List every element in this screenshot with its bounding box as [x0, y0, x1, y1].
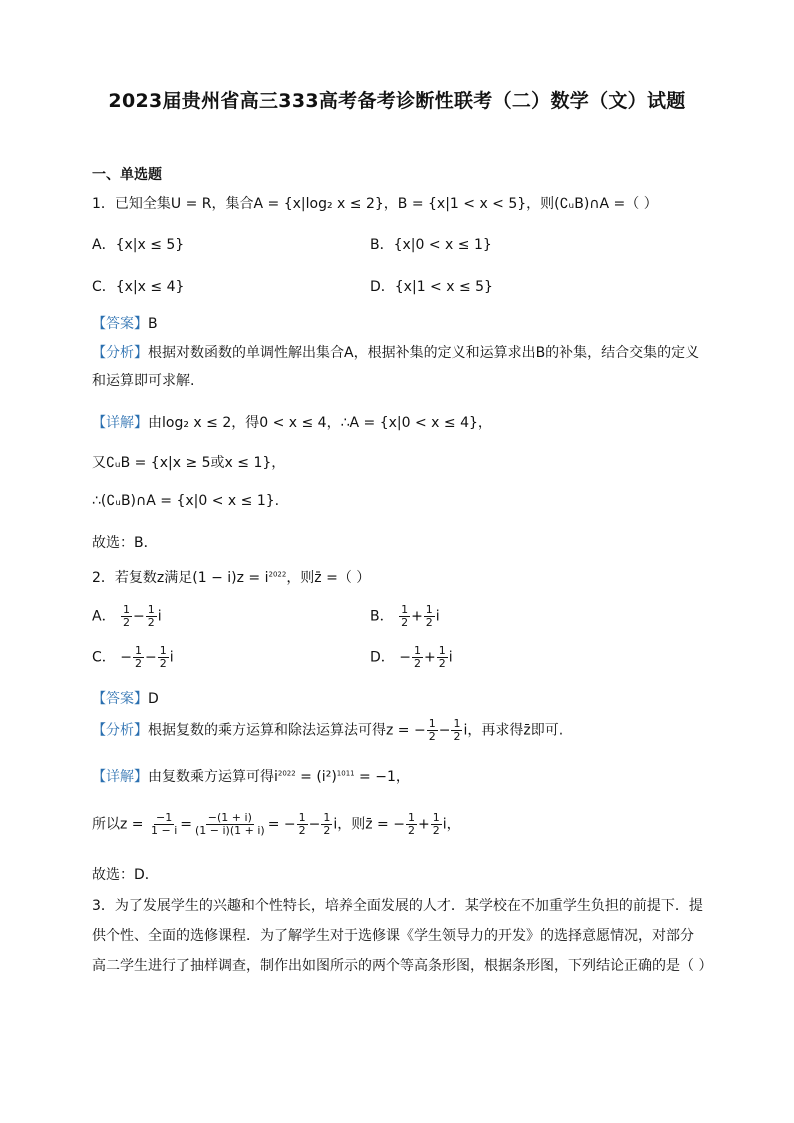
imaginary-unit: i: [333, 816, 338, 833]
q2-detail-line-1: [92, 766, 410, 786]
fraction-denominator: 2: [407, 824, 415, 837]
fraction-denominator: 2: [413, 657, 421, 670]
fraction-denominator: 2: [123, 616, 131, 629]
q2-option-c: C． − $\frac{1}{2}$ − $\frac{1}{2}$ i: [92, 644, 174, 670]
fraction: [406, 812, 417, 837]
q2-analysis-pre: 根据复数的乘方运算和除法运算法可得z = −: [148, 722, 426, 739]
fraction-numerator: 1: [147, 603, 155, 616]
fraction: [158, 645, 169, 670]
q1-option-c: C．{x|x ≤ 4}: [92, 279, 185, 295]
q2-detail-1-exponent: 2022: [277, 769, 296, 778]
q2-option-b: B． $\frac{1}{2}$ + $\frac{1}{2}$ i: [370, 603, 440, 629]
analysis-tag: 【分析】: [92, 345, 148, 361]
q2-analysis-post: ，再求得z̄即可.: [467, 722, 564, 739]
q2-detail-1-pre: 由复数乘方运算可得i: [148, 769, 278, 785]
fraction-numerator: 1: [159, 644, 167, 657]
fraction-numerator: 1: [453, 717, 461, 730]
q2-stem-post: ，则z̄ =（ ）: [286, 570, 371, 586]
q1-detail-text-1: 由log₂ x ≤ 2，得0 < x ≤ 4，∴A = {x|0 < x ≤ 4}，: [148, 415, 492, 431]
fraction-numerator: 1: [432, 811, 440, 824]
q2-answer-line: [92, 688, 159, 708]
fraction-numerator: 1: [425, 603, 433, 616]
detail-tag: 【详解】: [92, 769, 148, 785]
fraction-numerator: 1: [407, 811, 415, 824]
fraction-denominator: 2: [425, 616, 433, 629]
q1-detail-line-2: 又∁ᵤB = {x|x ≥ 5或x ≤ 1}，: [92, 455, 286, 471]
fraction-denominator: 2: [453, 730, 461, 743]
fraction-numerator: 1: [401, 603, 409, 616]
fraction: [437, 645, 448, 670]
q2-option-d: D． − $\frac{1}{2}$ + $\frac{1}{2}$ i: [370, 644, 453, 670]
fraction: [193, 812, 267, 837]
q2-stem: [92, 567, 370, 587]
fraction-numerator: 1: [438, 644, 446, 657]
q2-option-c-label: C．: [92, 649, 116, 666]
q2-detail-1-post: = −1，: [354, 769, 410, 785]
fraction: [321, 812, 332, 837]
imaginary-unit: i: [463, 722, 468, 739]
fraction-denominator: 2: [401, 616, 409, 629]
fraction-numerator: 1: [123, 603, 131, 616]
q1-analysis: [92, 339, 707, 395]
imaginary-unit: i: [442, 816, 447, 833]
fraction: [451, 718, 462, 743]
fraction-numerator: −(1 + i): [207, 811, 252, 824]
analysis-tag: 【分析】: [92, 722, 148, 739]
q1-stem: 1．已知全集U = R，集合A = {x|log₂ x ≤ 2}，B = {x|1 < x < 5}，则(∁ᵤB)∩A =（ ）: [92, 196, 658, 212]
fraction: [431, 812, 442, 837]
q1-detail-line-3: ∴(∁ᵤB)∩A = {x|0 < x ≤ 1}.: [92, 493, 280, 509]
q2-detail-2-post: ，则z̄ = −: [337, 816, 405, 833]
fraction-numerator: 1: [298, 811, 306, 824]
fraction-denominator: 2: [438, 657, 446, 670]
fraction-denominator: 2: [323, 824, 331, 837]
q2-detail-1-mid: = (i²): [295, 769, 337, 785]
q2-answer: D: [148, 691, 159, 707]
imaginary-unit: i: [169, 649, 174, 666]
fraction-denominator: 2: [428, 730, 436, 743]
fraction: [133, 645, 144, 670]
section-heading: 一、单选题: [92, 167, 162, 183]
q1-answer-line: [92, 313, 158, 333]
q1-analysis-text: 根据对数函数的单调性解出集合A，根据补集的定义和运算求出B的补集，结合交集的定义和运算即可求解.: [92, 345, 700, 389]
page-title: 2023届贵州省高三333高考备考诊断性联考（二）数学（文）试题: [108, 90, 686, 112]
fraction: [412, 645, 423, 670]
fraction-denominator: 2: [432, 824, 440, 837]
fraction: [146, 604, 157, 629]
fraction: [399, 604, 410, 629]
q1-option-d: D．{x|1 < x ≤ 5}: [370, 279, 493, 295]
q2-detail-1-exponent-2: 1011: [336, 769, 355, 778]
q2-option-a-label: A．: [92, 608, 116, 625]
q1-detail-line-1: [92, 412, 492, 432]
fraction: [149, 812, 179, 837]
q2-stem-pre: 2．若复数z满足(1 − i)z = i: [92, 570, 269, 586]
fraction-denominator: (1 − i)(1 + i): [194, 824, 265, 837]
q2-option-b-label: B．: [370, 608, 394, 625]
q1-option-b: B．{x|0 < x ≤ 1}: [370, 237, 492, 253]
q1-answer: B: [148, 316, 158, 332]
q2-option-d-label: D．: [370, 649, 395, 666]
fraction-denominator: 2: [147, 616, 155, 629]
q1-choose: 故选：B．: [92, 535, 158, 551]
fraction: [424, 604, 435, 629]
imaginary-unit: i: [448, 649, 453, 666]
fraction-denominator: 2: [298, 824, 306, 837]
q2-choose: 故选：D．: [92, 867, 159, 883]
fraction-numerator: 1: [428, 717, 436, 730]
fraction: [121, 604, 132, 629]
imaginary-unit: i: [157, 608, 162, 625]
fraction-numerator: 1: [134, 644, 142, 657]
fraction-denominator: 2: [134, 657, 142, 670]
answer-tag: 【答案】: [92, 316, 148, 332]
fraction-numerator: 1: [323, 811, 331, 824]
q3-stem: 3．为了发展学生的兴趣和个性特长，培养全面发展的人才．某学校在不加重学生负担的前提下．提供个性、全面的选修课程．为了解学生对于选修课《学生领导力的开发》的选择意愿情况，对部分高二学生进行了抽样调查，制作出如图所示的两个等高条形图，根据条形图，下列结论正确的是（ ）: [92, 898, 713, 974]
q2-detail-2-pre: 所以z =: [92, 816, 144, 833]
imaginary-unit: i: [435, 608, 440, 625]
fraction-denominator: 2: [159, 657, 167, 670]
q2-detail-line-2: 所以z = $\frac{-1}{1 - i}$ = $\frac{-(1 + i)}{(1 - i)(1 + i)}$ = − $\frac{1}{2}$ − $\frac{1}{2}$ i，则z̄ = − $\frac{1}{2}$ + $\frac{1}{2}$ i，: [92, 811, 461, 837]
fraction: [427, 718, 438, 743]
q1-option-a: A．{x|x ≤ 5}: [92, 237, 185, 253]
q2-analysis: 【分析】根据复数的乘方运算和除法运算法可得z = − $\frac{1}{2}$ − $\frac{1}{2}$ i，再求得z̄即可.: [92, 717, 564, 743]
answer-tag: 【答案】: [92, 691, 148, 707]
fraction-numerator: −1: [156, 811, 173, 824]
detail-tag: 【详解】: [92, 415, 148, 431]
fraction: [297, 812, 308, 837]
fraction-denominator: 1 − i: [150, 824, 178, 837]
fraction-numerator: 1: [413, 644, 421, 657]
q2-stem-exponent: 2022: [268, 570, 287, 579]
q2-option-a: A． $\frac{1}{2}$ − $\frac{1}{2}$ i: [92, 603, 162, 629]
